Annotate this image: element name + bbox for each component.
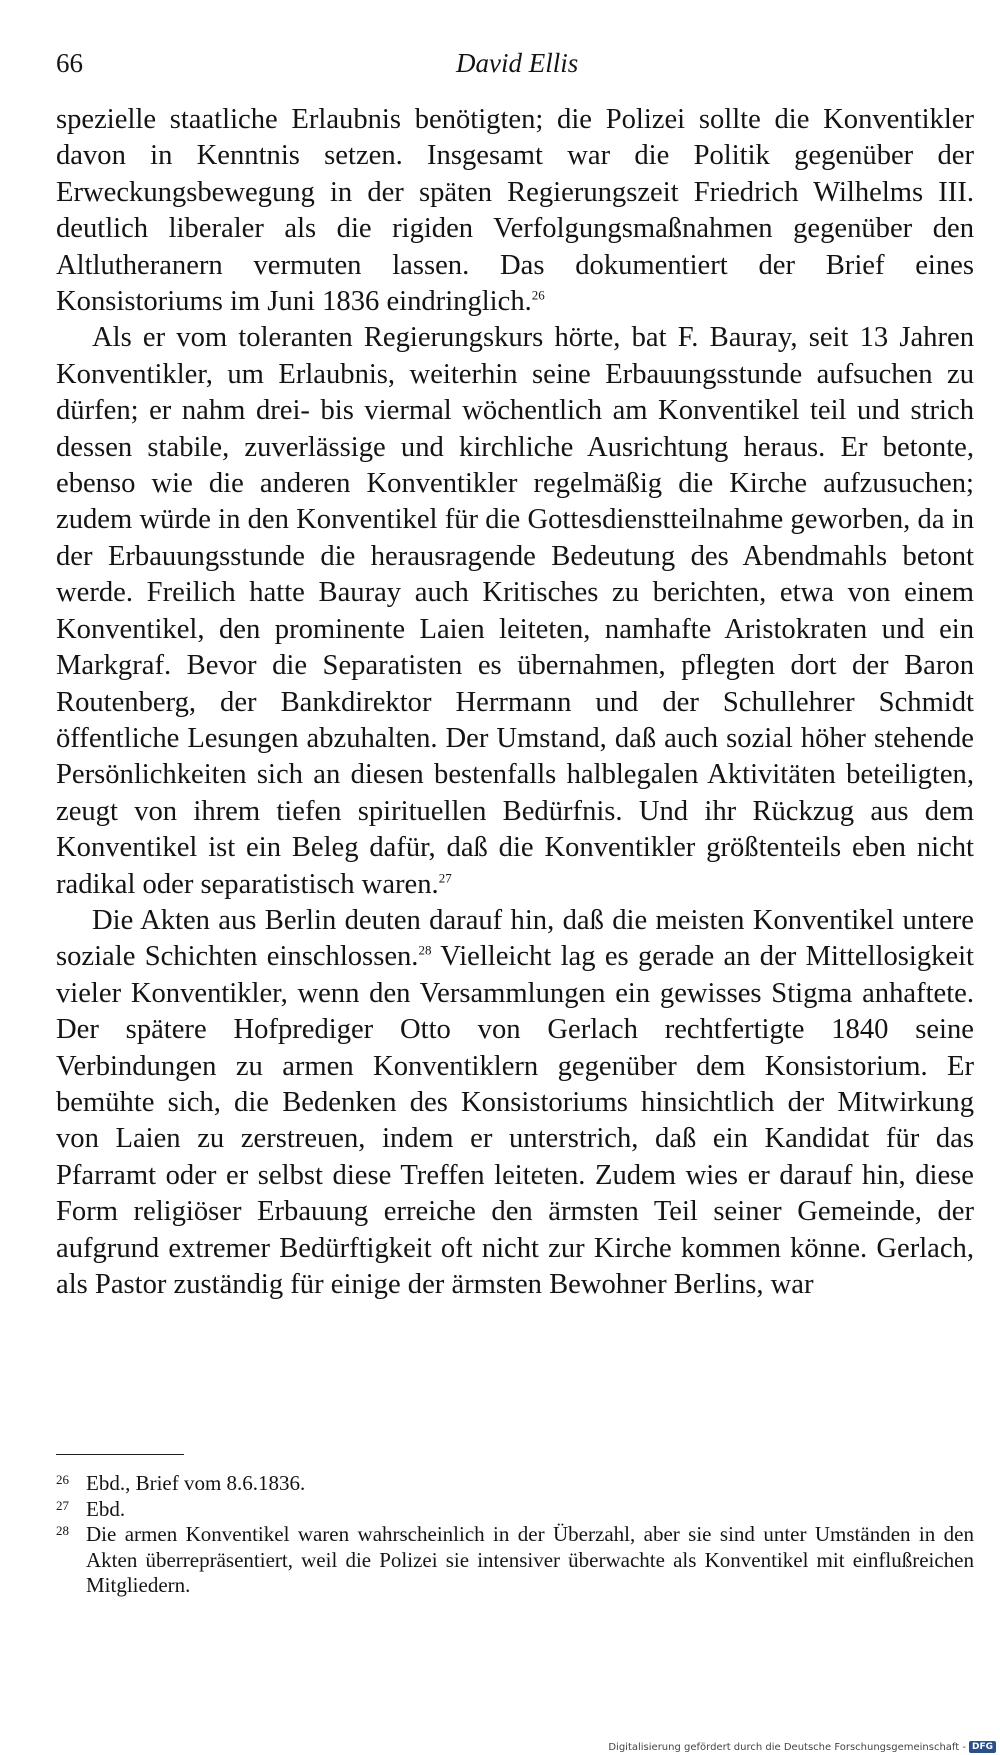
- footnote: [56, 1522, 974, 1599]
- credit-text: Digitalisierung gefördert durch die Deutsche Forschungsgemeinschaft -: [608, 1741, 966, 1753]
- digitization-credit: [608, 1741, 996, 1753]
- paragraph-3-text-b: Vielleicht lag es gerade an der Mittellosigkeit vieler Konventikler, wenn den Versammlungen ein gewisses Stigma anhaftete. Der spätere Hofprediger Otto von Gerlach rechtfertigte 1840 seine Verbindungen zu armen Konventiklern gegenüber dem Konsistorium. Er bemühte sich, die Bedenken des Konsistoriums hinsichtlich der Mitwirkung von Laien zu zerstreuen, indem er unterstrich, daß ein Kandidat für das Pfarramt oder er selbst diese Treffen leiteten. Zudem wies er darauf hin, diese Form religiöser Erbauung erreiche den ärmsten Teil seiner Gemeinde, der aufgrund extremer Bedürftigkeit oft nicht zur Kirche kommen könne. Gerlach, als Pastor zuständig für einige der ärmsten Bewohner Berlins, war: [56, 941, 974, 1300]
- paragraph-3-text-a: Die Akten aus Berlin deuten darauf hin, daß die meisten Konventikel untere soziale Schichten einschlossen.: [56, 904, 974, 973]
- footnote-ref-28: 28: [418, 942, 432, 958]
- dfg-logo-icon: DFG: [969, 1741, 996, 1753]
- footnote-text: Ebd., Brief vom 8.6.1836.: [86, 1471, 306, 1495]
- paragraph-1: [56, 102, 974, 320]
- paragraph-2-text: Als er vom toleranten Regierungskurs hörte, bat F. Bauray, seit 13 Jahren Konventikler, um Erlaubnis, weiterhin seine Erbauungsstunde aufsuchen zu dürfen; er nahm drei- bis viermal wöchentlich am Konventikel teil und strich dessen stabile, zuverlässige und kirchliche Ausrichtung heraus. Er betonte, ebenso wie die anderen Konventikler regelmäßig die Kirche aufzusuchen; zudem würde in den Konventikel für die Gottesdienstteilnahme geworben, da in der Erbauungsstunde die herausragende Bedeutung des Abendmahls betont werde. Freilich hatte Bauray auch Kritisches zu berichten, etwa von einem Konventikel, den prominente Laien leiteten, namhafte Aristokraten und ein Markgraf. Bevor die Separatisten es übernahmen, pflegten dort der Baron Routenberg, der Bankdirektor Herrmann und der Schullehrer Schmidt öffentliche Lesungen abzuhalten. Der Umstand, daß auch sozial höher stehende Persönlichkeiten sich an diesen bestenfalls halblegalen Aktivitäten beteiligten, zeugt von ihrem tiefen spirituellen Bedürfnis. Und ihr Rückzug aus dem Konventikel ist ein Beleg dafür, daß die Konventikler größtenteils eben nicht radikal oder separatistisch waren.: [56, 322, 974, 900]
- paragraph-1-text: spezielle staatliche Erlaubnis benötigten; die Polizei sollte die Konventikler davon in Kenntnis setzen. Insgesamt war die Politik gegenüber der Erweckungsbewegung in der späten Regierungszeit Friedrich Wilhelms III. deutlich liberaler als die rigiden Verfolgungsmaßnahmen gegenüber den Altlutheranern vermuten lassen. Das dokumentiert der Brief eines Konsistoriums im Juni 1836 eindringlich.: [56, 104, 974, 318]
- paragraph-3: [56, 903, 974, 1303]
- footnote-ref-26: 26: [531, 287, 545, 303]
- footnote-number: 27: [56, 1497, 69, 1513]
- page-number: 66: [56, 48, 83, 78]
- running-head: David Ellis: [456, 48, 579, 78]
- footnote-number: 26: [56, 1472, 69, 1487]
- footnote-divider: [56, 1454, 184, 1455]
- page-header: [56, 48, 976, 88]
- footnote: [56, 1471, 974, 1497]
- footnote-ref-27: 27: [438, 870, 452, 885]
- paragraph-2: [56, 320, 974, 903]
- footnote-text: Ebd.: [86, 1496, 126, 1521]
- footnote-number: 28: [56, 1523, 69, 1538]
- footnote: [56, 1497, 974, 1523]
- footnotes: [56, 1471, 974, 1599]
- main-text: [56, 102, 974, 1303]
- footnote-text: Die armen Konventikel waren wahrscheinlich in der Überzahl, aber sie sind unter Umständen in den Akten überrepräsentiert, weil die Polizei sie intensiver überwachte als Konventikel mit einflußreichen Mitgliedern.: [86, 1522, 974, 1597]
